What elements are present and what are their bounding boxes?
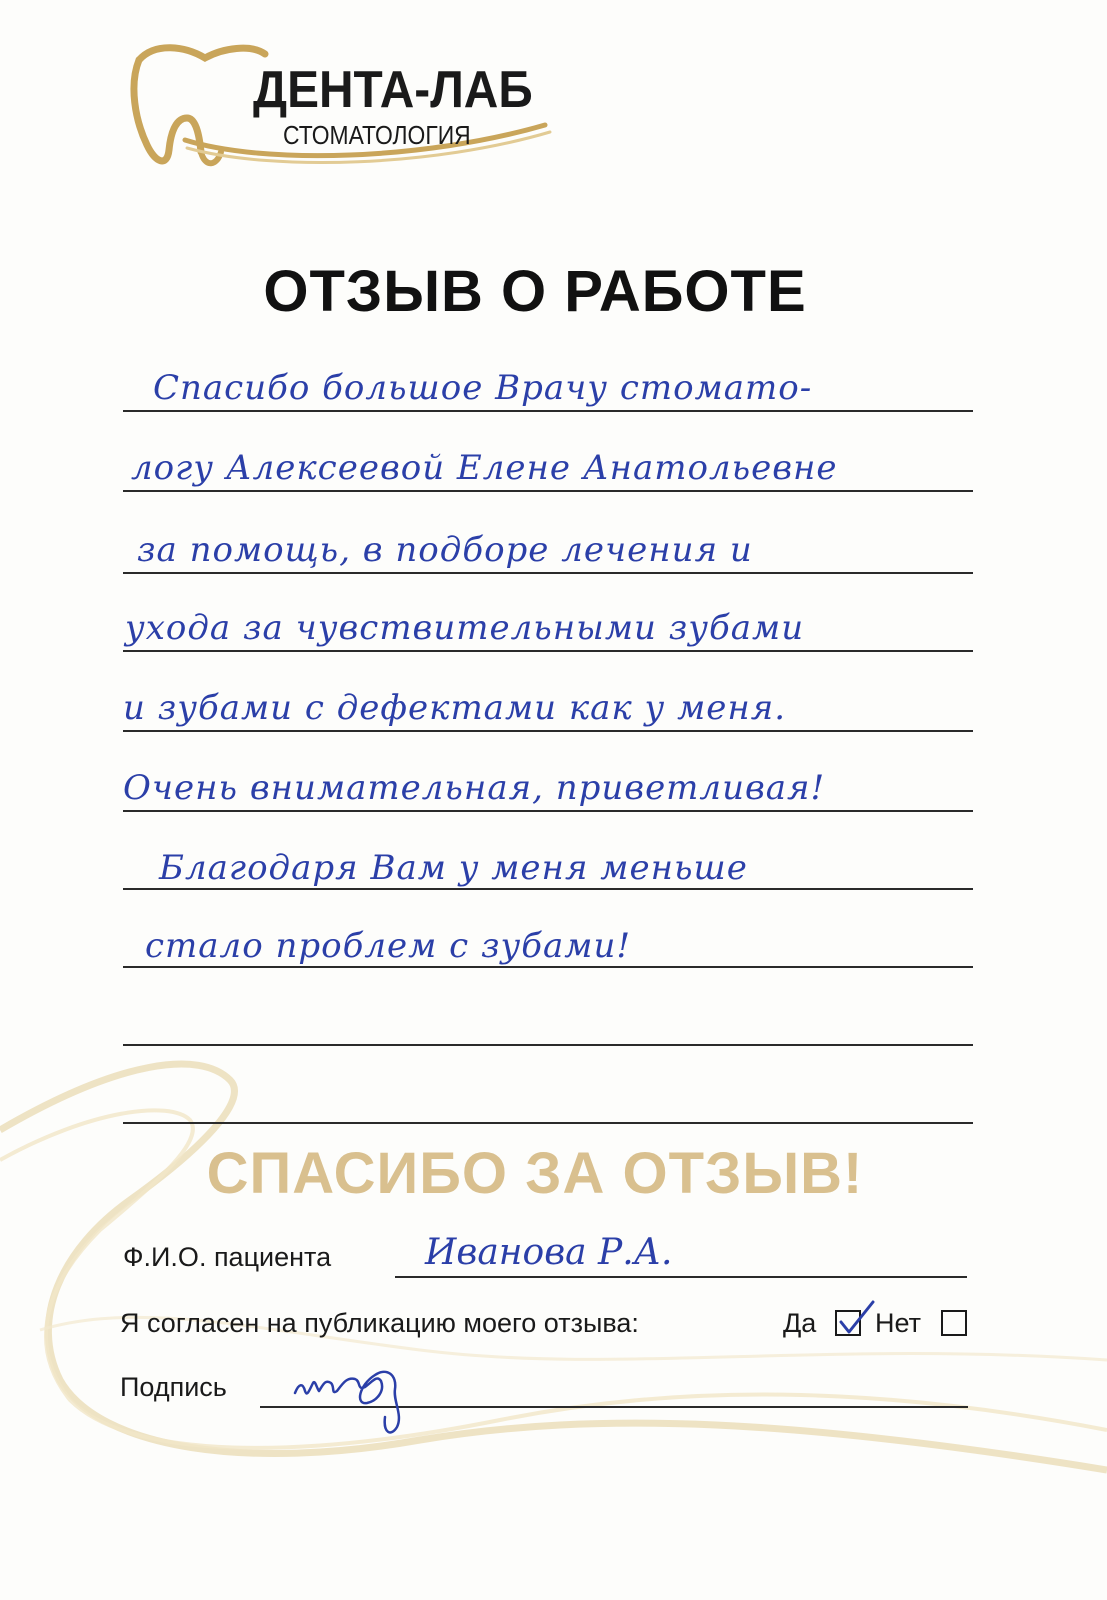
review-line: Очень внимательная, приветливая! <box>123 768 826 808</box>
patient-name-line <box>395 1276 967 1278</box>
no-checkbox[interactable] <box>941 1310 967 1336</box>
clinic-subtitle: СТОМАТОЛОГИЯ <box>283 120 471 150</box>
yes-checkbox[interactable] <box>835 1310 861 1336</box>
writing-line <box>123 410 973 412</box>
writing-line <box>123 730 973 732</box>
yes-label: Да <box>783 1308 817 1338</box>
writing-line <box>123 490 973 492</box>
signature-image[interactable] <box>285 1345 435 1445</box>
patient-name-value[interactable]: Иванова Р.А. <box>425 1232 673 1273</box>
form-title: ОТЗЫВ О РАБОТЕ <box>263 259 807 324</box>
writing-line <box>123 650 973 652</box>
review-line: Спасибо большое Врачу стомато- <box>153 368 813 408</box>
clinic-logo <box>125 40 565 180</box>
writing-line <box>123 1044 973 1046</box>
patient-name-label: Ф.И.О. пациента <box>123 1242 332 1272</box>
clinic-name: ДЕНТА-ЛАБ <box>253 61 533 119</box>
review-line: стало проблем с зубами! <box>145 926 632 966</box>
checkmark-icon <box>833 1298 877 1342</box>
consent-label: Я согласен на публикацию моего отзыва: <box>120 1308 639 1338</box>
writing-line <box>123 810 973 812</box>
writing-line <box>123 966 973 968</box>
no-label: Нет <box>875 1308 921 1338</box>
review-line: логу Алексеевой Елене Анатольевне <box>131 448 838 488</box>
review-line: и зубами с дефектами как у меня. <box>123 688 787 728</box>
review-line: за помощь, в подборе лечения и <box>137 530 753 570</box>
writing-line <box>123 888 973 890</box>
review-line: ухода за чувствительными зубами <box>125 608 805 648</box>
thanks-heading: СПАСИБО ЗА ОТЗЫВ! <box>206 1141 864 1206</box>
review-line: Благодаря Вам у меня меньше <box>159 848 748 888</box>
writing-line <box>123 572 973 574</box>
writing-line <box>123 1122 973 1124</box>
signature-label: Подпись <box>120 1372 227 1402</box>
